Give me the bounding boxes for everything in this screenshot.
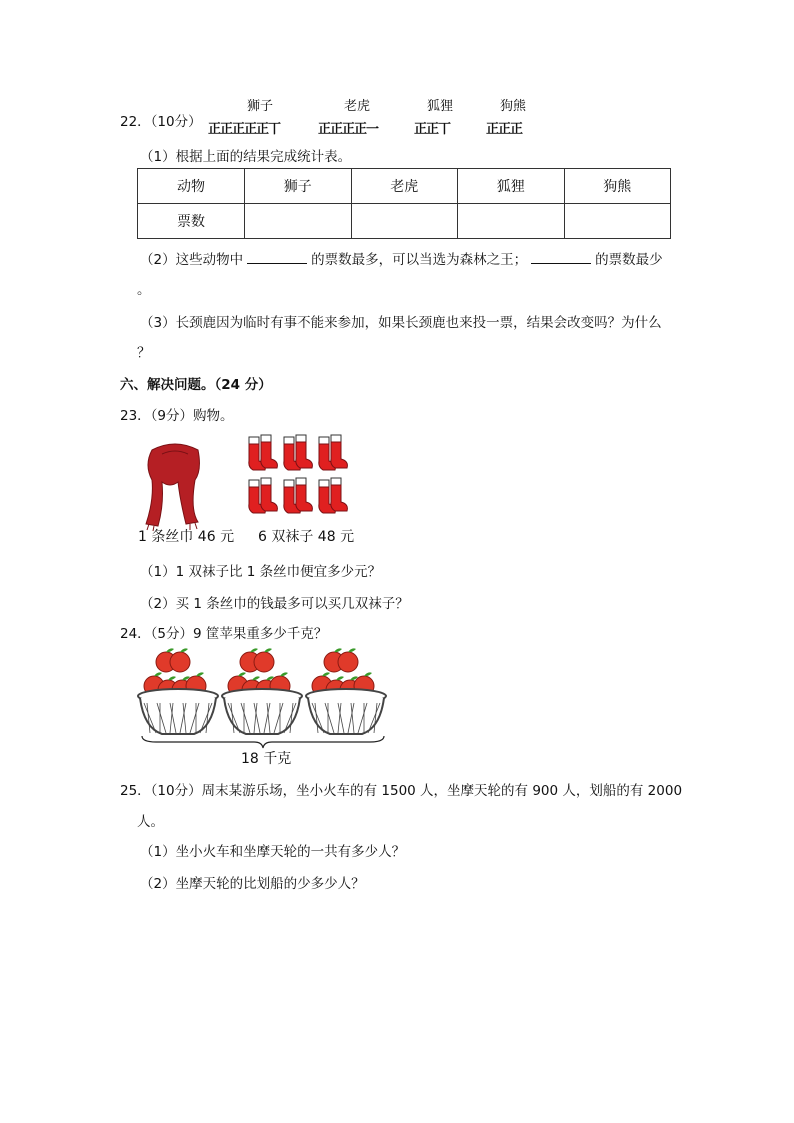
q22-sub2-c: 的票数最少 xyxy=(595,252,663,268)
tally-bear: 正正正 xyxy=(486,122,523,137)
q23-number: 23．（9分）购物。 xyxy=(120,408,234,424)
q22-sub2-end: 。 xyxy=(137,282,151,298)
q25-sub2: （2）坐摩天轮的比划船的少多少人？ xyxy=(140,876,365,892)
sock-pair xyxy=(249,435,278,470)
table-header-cell: 狐狸 xyxy=(458,169,565,204)
apple-basket xyxy=(222,648,302,734)
brace xyxy=(142,736,384,748)
weight-caption: 18 千克 xyxy=(241,751,292,767)
answer-blank-most[interactable] xyxy=(247,250,307,264)
q23-sub1: （1）1 双袜子比 1 条丝巾便宜多少元？ xyxy=(140,564,382,580)
table-header-cell: 狗熊 xyxy=(564,169,671,204)
q22-sub2 xyxy=(140,248,663,268)
section-title: 六、解决问题。（24 分） xyxy=(120,377,272,393)
sock-pair xyxy=(319,435,348,470)
socks-image xyxy=(245,435,355,525)
q22-number: 22．（10分） xyxy=(120,114,202,130)
scarf-image xyxy=(140,440,210,530)
answer-cell-lion[interactable] xyxy=(245,204,352,239)
q22-sub2-b: 的票数最多，可以当选为森林之王； xyxy=(311,252,528,268)
sock-pair xyxy=(284,478,313,513)
q22-sub1: （1）根据上面的结果完成统计表。 xyxy=(140,149,352,165)
table-header-cell: 狮子 xyxy=(245,169,352,204)
sock-pair xyxy=(249,478,278,513)
q22-sub3: （3）长颈鹿因为临时有事不能来参加，如果长颈鹿也来投一票，结果会改变吗？为什么 xyxy=(140,315,662,331)
animal-label-lion: 狮子 xyxy=(246,99,273,114)
sock-pair xyxy=(284,435,313,470)
tally-lion: 正正正正正丅 xyxy=(208,122,281,137)
socks-caption: 6 双袜子 48 元 xyxy=(258,529,355,545)
apple-basket xyxy=(306,648,386,734)
q22-sub3-end: ？ xyxy=(137,345,151,361)
q25-sub1: （1）坐小火车和坐摩天轮的一共有多少人？ xyxy=(140,844,406,860)
q25-line1: 25．（10分）周末某游乐场，坐小火车的有 1500 人，坐摩天轮的有 900 人，划船的有 2000 xyxy=(120,783,683,799)
tally-tiger: 正正正正一 xyxy=(318,122,379,137)
sock-pair xyxy=(319,478,348,513)
animal-label-fox: 狐狸 xyxy=(426,99,453,114)
q25-line2: 人。 xyxy=(137,814,164,830)
apple-baskets-image xyxy=(136,648,396,753)
apple-basket xyxy=(138,648,218,734)
scarf-caption: 1 条丝巾 46 元 xyxy=(138,529,235,545)
q23-sub2: （2）买 1 条丝巾的钱最多可以买几双袜子？ xyxy=(140,596,409,612)
table-header-cell: 老虎 xyxy=(351,169,458,204)
q24-number: 24．（5分）9 筐苹果重多少千克？ xyxy=(120,626,328,642)
animal-label-bear: 狗熊 xyxy=(499,99,526,114)
statistics-table xyxy=(137,168,671,239)
animal-label-tiger: 老虎 xyxy=(343,99,370,114)
table-row xyxy=(138,169,671,204)
answer-cell-tiger[interactable] xyxy=(351,204,458,239)
q22-sub2-a: （2）这些动物中 xyxy=(140,252,244,268)
answer-cell-fox[interactable] xyxy=(458,204,565,239)
tally-fox: 正正丅 xyxy=(414,122,451,137)
table-row xyxy=(138,204,671,239)
table-header-cell: 动物 xyxy=(138,169,245,204)
answer-cell-bear[interactable] xyxy=(564,204,671,239)
answer-blank-least[interactable] xyxy=(531,250,591,264)
table-row-label: 票数 xyxy=(138,204,245,239)
